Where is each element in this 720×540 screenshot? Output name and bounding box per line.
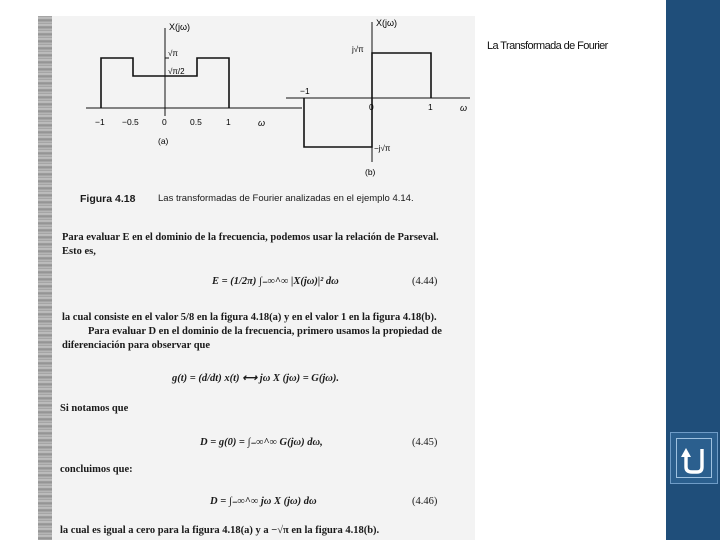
paragraph-2-line-2: Para evaluar D en el dominio de la frecuencia, primero usamos la propiedad de	[88, 326, 442, 337]
plot-a-tag: (a)	[158, 136, 169, 146]
plot-a-xaxis-label: ω	[258, 118, 266, 128]
plot-a-tick-2: 0	[162, 117, 167, 127]
figure-caption-text: Las transformadas de Fourier analizadas en el ejemplo 4.14.	[158, 193, 414, 204]
paragraph-1-line-1: Para evaluar E en el dominio de la frecuencia, podemos usar la relación de Parseval.	[62, 232, 439, 243]
scan-binding-edge	[38, 16, 52, 540]
equation-4-44: E = (1/2π) ∫₋∞^∞ |X(jω)|² dω	[212, 276, 339, 287]
plot-a-tick-1: −0.5	[122, 117, 139, 127]
equation-fourier-property: g(t) = (d/dt) x(t) ⟷ jω X (jω) = G(jω).	[172, 373, 340, 384]
plot-a-ylabel: X(jω)	[169, 22, 191, 32]
return-button[interactable]	[670, 432, 718, 484]
figure-caption-label: Figura 4.18	[80, 193, 136, 205]
plot-b-tick-2: 1	[428, 102, 433, 112]
plot-b-level-neg: −j√π	[374, 144, 391, 153]
equation-4-46-number: (4.46)	[412, 496, 438, 507]
paragraph-4: concluimos que:	[60, 464, 133, 475]
plot-b	[284, 16, 474, 186]
paragraph-5: la cual es igual a cero para la figura 4.18(a) y a −√π en la figura 4.18(b).	[60, 525, 380, 536]
plot-a-level-low: √π/2	[168, 67, 185, 76]
scanned-textbook-page	[38, 16, 475, 540]
equation-4-45-number: (4.45)	[412, 437, 438, 448]
equation-4-46: D = ∫₋∞^∞ jω X (jω) dω	[210, 496, 317, 507]
plot-b-tick-1: 0	[369, 102, 374, 112]
plot-b-tag: (b)	[365, 167, 376, 177]
slide-title: La Transformada de Fourier	[487, 40, 608, 52]
paragraph-2-line-3: diferenciación para observar que	[62, 340, 211, 351]
plot-a-level-high: √π	[168, 49, 178, 58]
plot-b-level-pos: j√π	[352, 45, 364, 54]
plot-a-tick-3: 0.5	[190, 117, 202, 127]
plot-a-tick-4: 1	[226, 117, 231, 127]
paragraph-3: Si notamos que	[60, 403, 129, 414]
equation-4-44-number: (4.44)	[412, 276, 438, 287]
plot-b-ylabel: X(jω)	[376, 18, 398, 28]
plot-b-tick-0: −1	[300, 86, 310, 96]
plot-a-tick-0: −1	[95, 117, 105, 127]
equation-4-45: D = g(0) = ∫₋∞^∞ G(jω) dω,	[200, 437, 323, 448]
u-turn-arrow-icon	[680, 444, 708, 474]
plot-b-xaxis-label: ω	[460, 103, 468, 113]
paragraph-1-line-2: Esto es,	[62, 246, 96, 257]
paragraph-2-line-1: la cual consiste en el valor 5/8 en la figura 4.18(a) y en el valor 1 en la figura 4.18(b).	[62, 312, 437, 323]
